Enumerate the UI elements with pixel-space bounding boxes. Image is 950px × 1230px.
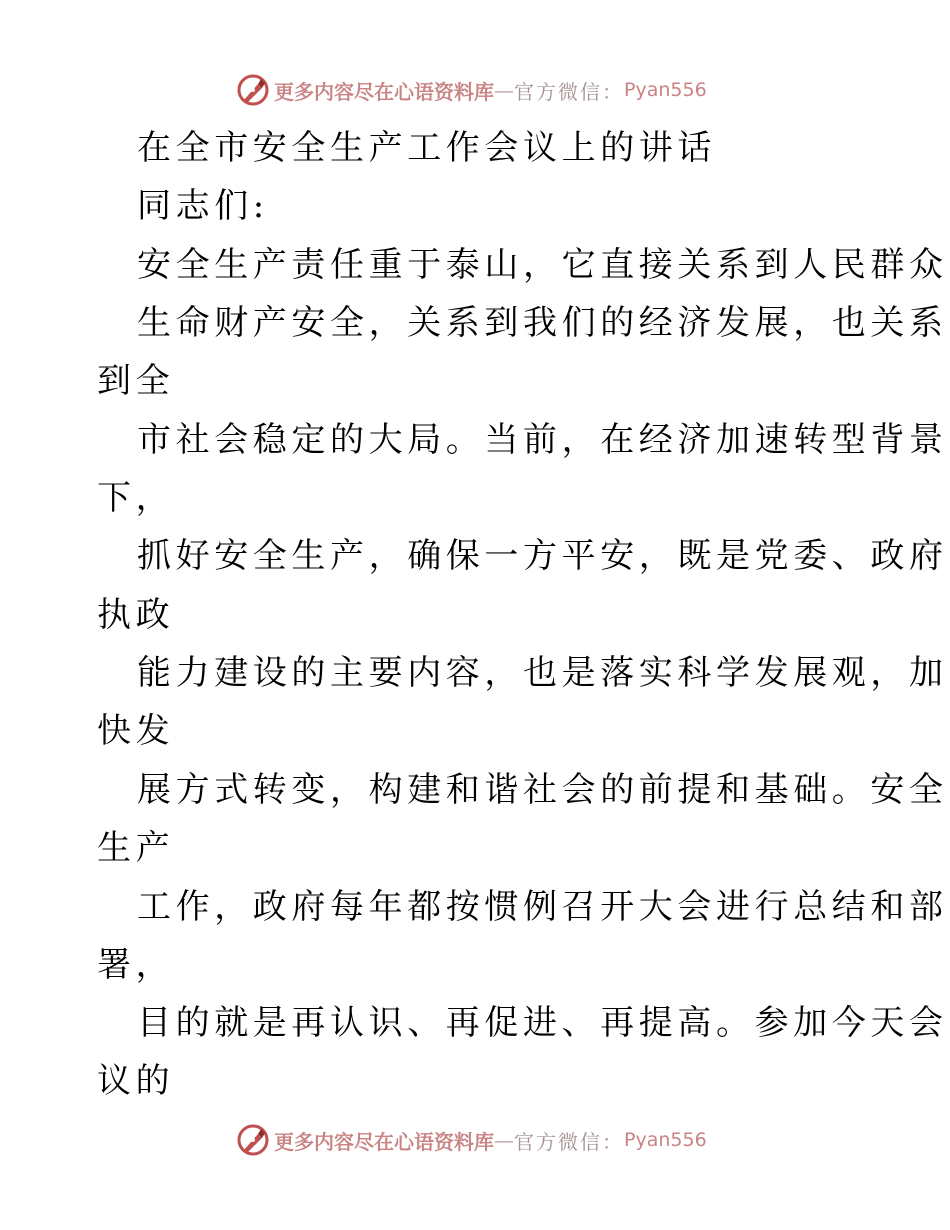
text-line: 生产 <box>97 828 175 868</box>
watermark-separator: — <box>494 1128 514 1152</box>
text-line: 下， <box>97 478 175 518</box>
text-line: 署， <box>97 945 175 985</box>
salutation: 同志们: <box>137 186 269 226</box>
text-line: 目的就是再认识、再促进、再提高。参加今天会 <box>137 1003 948 1043</box>
pen-logo-icon <box>236 1123 270 1157</box>
watermark-brand: 更多内容尽在心语资料库 <box>274 79 494 104</box>
text-line: 能力建设的主要内容，也是落实科学发展观，加 <box>137 653 948 693</box>
watermark-official-label: 官方微信： <box>514 1129 624 1154</box>
watermark-official-label: 官方微信： <box>514 79 624 104</box>
text-line: 市社会稳定的大局。当前，在经济加速转型背景 <box>137 420 948 460</box>
text-line: 生命财产安全，关系到我们的经济发展，也关系 <box>137 303 948 343</box>
text-line: 到全 <box>97 361 175 401</box>
watermark-wechat-id: Pyan556 <box>624 79 707 101</box>
watermark-brand: 更多内容尽在心语资料库 <box>274 1129 494 1154</box>
text-line: 抓好安全生产，确保一方平安，既是党委、政府 <box>137 536 948 576</box>
text-line: 议的 <box>97 1061 175 1101</box>
text-line: 工作，政府每年都按惯例召开大会进行总结和部 <box>137 887 948 927</box>
watermark-separator: — <box>494 78 514 102</box>
footer-watermark <box>236 1122 707 1158</box>
document-title: 在全市安全生产工作会议上的讲话 <box>137 128 716 168</box>
text-line: 安全生产责任重于泰山，它直接关系到人民群众 <box>137 245 948 285</box>
text-line: 展方式转变，构建和谐社会的前提和基础。安全 <box>137 770 948 810</box>
text-line: 快发 <box>97 711 175 751</box>
text-line: 执政 <box>97 595 175 635</box>
watermark-wechat-id: Pyan556 <box>624 1129 707 1151</box>
